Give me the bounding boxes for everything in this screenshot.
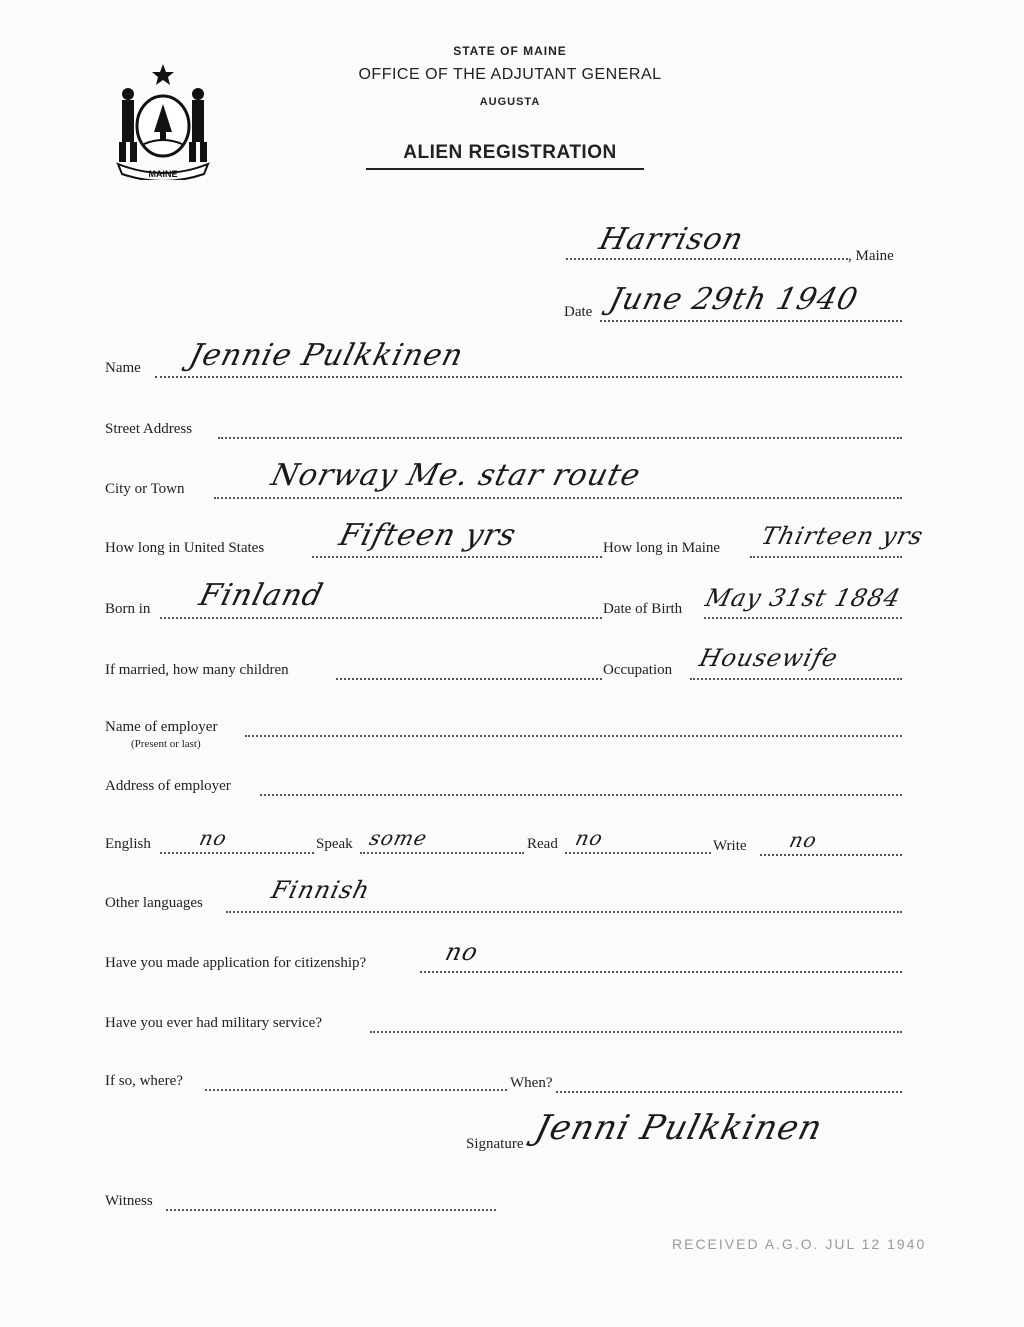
place-label: , Maine <box>848 248 894 264</box>
born-line <box>160 617 602 619</box>
write-line <box>760 854 902 856</box>
citizenship-line <box>420 971 902 973</box>
place-line <box>566 258 848 260</box>
other-languages-line <box>226 911 902 913</box>
signature-label: Signature <box>466 1136 524 1152</box>
speak-value: some <box>367 826 431 850</box>
employer-line <box>245 735 902 737</box>
signature-value: Jenni Pulkkinen <box>531 1108 827 1148</box>
witness-line <box>166 1209 496 1211</box>
speak-label: Speak <box>316 836 353 852</box>
maine-duration-label: How long in Maine <box>603 540 721 556</box>
us-duration-label: How long in United States <box>105 540 265 556</box>
citizenship-value: no <box>442 938 482 966</box>
title-underline <box>366 168 644 170</box>
received-stamp: RECEIVED A.G.O. JUL 12 1940 <box>672 1236 927 1252</box>
street-line <box>218 437 902 439</box>
military-line <box>370 1031 902 1033</box>
born-label: Born in <box>105 601 151 617</box>
other-languages-value: Finnish <box>268 876 374 904</box>
english-line <box>160 852 314 854</box>
children-line <box>336 678 602 680</box>
dob-label: Date of Birth <box>603 601 683 617</box>
form-title: ALIEN REGISTRATION <box>403 142 617 163</box>
where-label: If so, where? <box>105 1073 183 1089</box>
when-label: When? <box>510 1075 553 1091</box>
city-label: City or Town <box>105 481 185 497</box>
seal-banner-text: MAINE <box>148 169 178 179</box>
header-office: OFFICE OF THE ADJUTANT GENERAL <box>358 66 662 83</box>
employer-address-label: Address of employer <box>105 778 231 794</box>
citizenship-label: Have you made application for citizenship? <box>105 955 367 971</box>
children-label: If married, how many children <box>105 662 289 678</box>
us-duration-line <box>312 556 602 558</box>
employer-address-line <box>260 794 902 796</box>
speak-line <box>360 852 524 854</box>
read-line <box>565 852 711 854</box>
date-label: Date <box>564 304 593 320</box>
other-languages-label: Other languages <box>105 895 203 911</box>
where-line <box>205 1089 507 1091</box>
date-value: June 29th 1940 <box>605 282 862 317</box>
english-label: English <box>105 836 151 852</box>
us-duration-value: Fifteen yrs <box>335 518 520 553</box>
place-value: Harrison <box>595 222 748 257</box>
name-label: Name <box>105 360 141 376</box>
read-label: Read <box>527 836 558 852</box>
header-state: STATE OF MAINE <box>453 44 567 58</box>
city-line <box>214 497 902 499</box>
dob-value: May 31st 1884 <box>702 584 904 612</box>
city-value: Norway Me. star route <box>267 458 645 493</box>
employer-sublabel: (Present or last) <box>131 738 201 750</box>
date-line <box>600 320 902 322</box>
maine-duration-line <box>750 556 902 558</box>
occupation-line <box>690 678 902 680</box>
name-value: Jennie Pulkkinen <box>185 338 468 373</box>
dob-line <box>704 617 902 619</box>
occupation-label: Occupation <box>603 662 673 678</box>
when-line <box>556 1091 902 1093</box>
born-value: Finland <box>195 578 328 613</box>
write-value: no <box>787 828 820 852</box>
military-label: Have you ever had military service? <box>105 1015 322 1031</box>
maine-state-seal <box>104 60 222 180</box>
witness-label: Witness <box>105 1193 153 1209</box>
street-label: Street Address <box>105 421 193 437</box>
header-city: AUGUSTA <box>479 96 541 108</box>
write-label: Write <box>713 838 747 854</box>
english-value: no <box>197 826 230 850</box>
maine-duration-value: Thirteen yrs <box>758 522 927 550</box>
occupation-value: Housewife <box>696 644 842 672</box>
employer-label: Name of employer <box>105 719 218 735</box>
name-line <box>155 376 902 378</box>
read-value: no <box>573 826 606 850</box>
